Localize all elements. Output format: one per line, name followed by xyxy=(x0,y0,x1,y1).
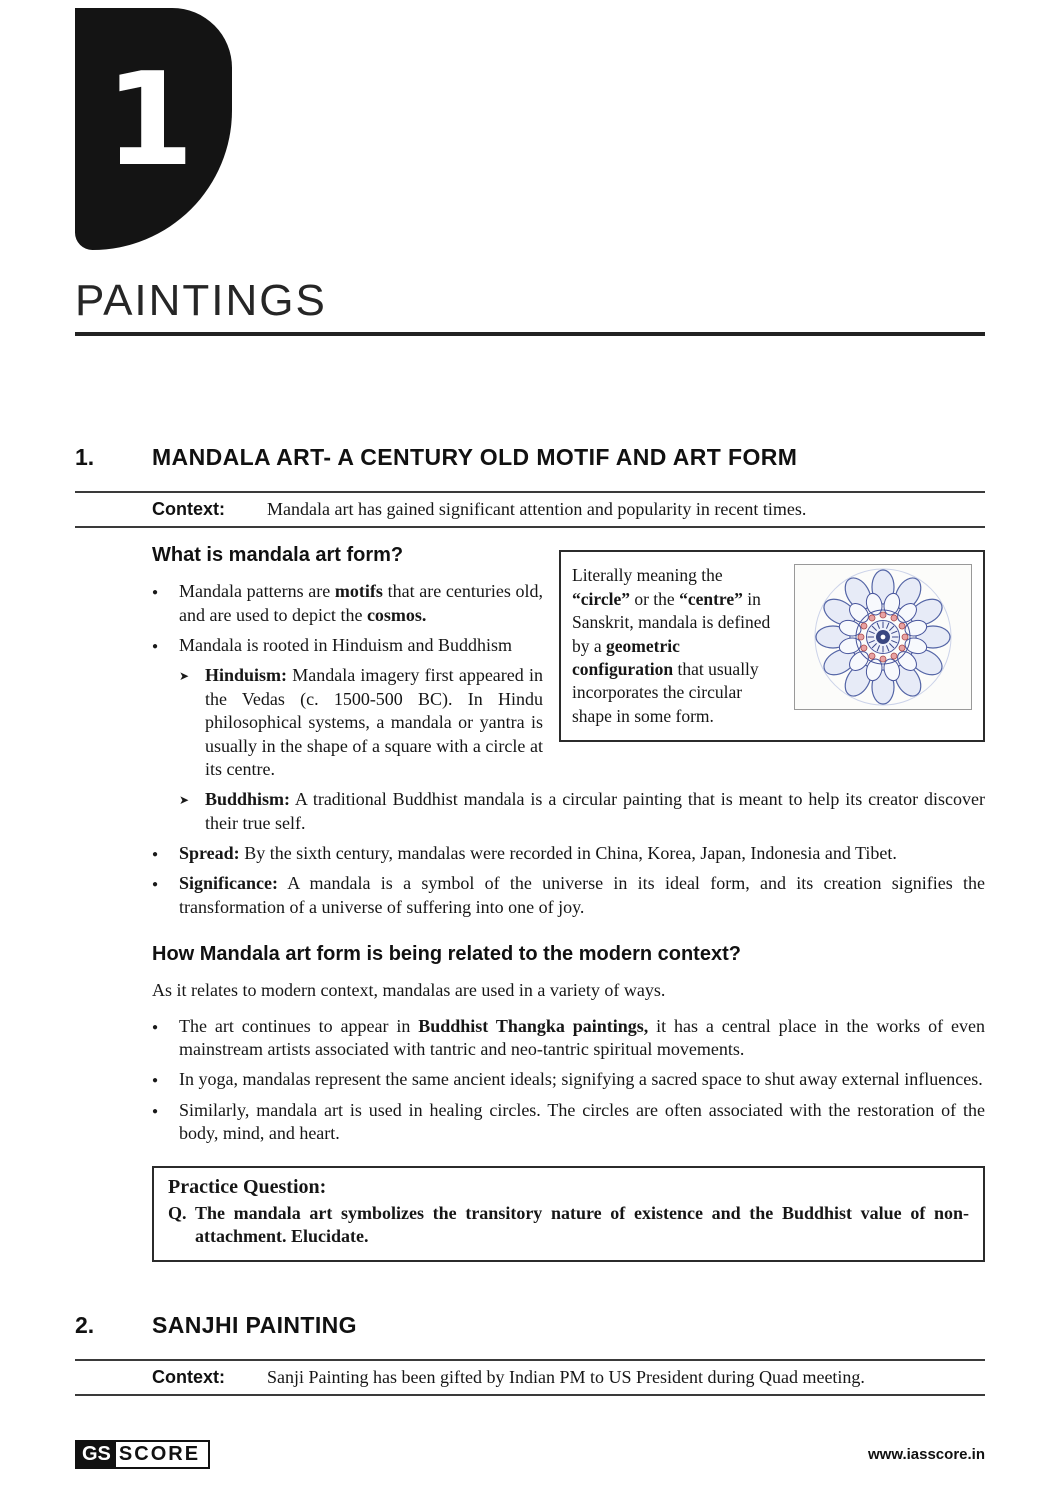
infobox-text: Literally meaning the “circle” or the “centre” in Sanskrit, mandala is defined by a geometric configuration that usually incorporates the circular shape in some form. xyxy=(572,565,771,726)
context-text: Mandala art has gained significant attention and popularity in recent times. xyxy=(267,499,807,520)
section1-title: MANDALA ART- A CENTURY OLD MOTIF AND ART FORM xyxy=(152,444,798,471)
section1-number: 1. xyxy=(75,444,95,471)
bullet-icon: ● xyxy=(152,879,159,891)
website-link[interactable]: www.iasscore.in xyxy=(868,1446,985,1463)
modern-context-intro: As it relates to modern context, mandalas are used in a variety of ways. xyxy=(152,980,666,1001)
arrow-bullet-icon: ➤ xyxy=(179,793,190,808)
logo-gs-block: GS xyxy=(77,1442,116,1467)
practice-question-title: Practice Question: xyxy=(168,1175,327,1198)
bullet-text: Hinduism: Mandala imagery first appeared in the Vedas (c. 1500-500 BC). In Hindu philosophical systems, a mandala or yantra is usually in the shape of a square with a circle at its centre. xyxy=(205,665,543,779)
bullet-text: In yoga, mandalas represent the same ancient ideals; signifying a sacred space to shut away external influences. xyxy=(179,1069,983,1090)
context-label: Context: xyxy=(152,1367,225,1388)
section1-heading xyxy=(75,444,985,471)
section2-number: 2. xyxy=(75,1312,95,1339)
bullet-item xyxy=(152,1015,985,1062)
bullet-icon: ● xyxy=(152,1105,159,1117)
section2-title: SANJHI PAINTING xyxy=(152,1312,357,1339)
context-label: Context: xyxy=(152,499,225,520)
practice-question-text xyxy=(168,1202,969,1249)
section1-context-bar xyxy=(75,491,985,528)
question-label: Q. xyxy=(168,1202,187,1223)
bullet-icon: ● xyxy=(152,849,159,861)
bullet-item xyxy=(152,1068,985,1091)
bullet-item xyxy=(152,872,985,919)
context-text: Sanji Painting has been gifted by Indian PM to US President during Quad meeting. xyxy=(267,1367,865,1388)
mandala-image xyxy=(795,565,971,709)
practice-question-box xyxy=(152,1166,985,1263)
page-footer xyxy=(75,1440,985,1469)
bullet-text: Mandala is rooted in Hinduism and Buddhism xyxy=(179,634,512,655)
bullet-icon: ● xyxy=(152,1075,159,1087)
section2-heading xyxy=(75,1312,985,1339)
bullet-text: Similarly, mandala art is used in healing circles. The circles are often associated with the restoration of the body, mind, and heart. xyxy=(179,1099,985,1144)
mandala-definition-infobox xyxy=(559,550,985,742)
bullet-text: The art continues to appear in Buddhist Thangka paintings, it has a central place in the works of even mainstream artists associated with tantric and neo-tantric spiritual movements. xyxy=(179,1015,985,1060)
bullet-text: Spread: By the sixth century, mandalas were recorded in China, Korea, Japan, Indonesia and Tibet. xyxy=(179,843,897,864)
section-mandala-art xyxy=(75,444,985,1262)
sub-bullet-item xyxy=(152,788,985,835)
chapter-number: 1 xyxy=(104,46,195,195)
question-body: The mandala art symbolizes the transitory nature of existence and the Buddhist value of non-attachment. Elucidate. xyxy=(195,1202,969,1246)
section1-content xyxy=(152,542,985,1262)
bullet-text: Buddhism: A traditional Buddhist mandala is a circular painting that is meant to help its creator discover their true self. xyxy=(205,789,985,833)
gsscore-logo xyxy=(75,1440,210,1469)
bullet-text: Significance: A mandala is a symbol of the universe in its ideal form, and its creation signifies the transformation of a universe of suffering into one of joy. xyxy=(179,873,985,917)
bullet-text: Mandala patterns are motifs that are centuries old, and are used to depict the cosmos. xyxy=(179,581,543,625)
bullet-icon: ● xyxy=(152,1021,159,1033)
bullet-item xyxy=(152,842,985,865)
modern-context-heading: How Mandala art form is being related to the modern context? xyxy=(152,943,741,966)
page-title: PAINTINGS xyxy=(75,276,327,325)
bullet-icon: ● xyxy=(152,587,159,599)
arrow-bullet-icon: ➤ xyxy=(179,669,190,684)
bullet-item xyxy=(152,1099,985,1146)
mandala-image-frame xyxy=(794,564,972,710)
what-is-mandala-heading: What is mandala art form? xyxy=(152,544,404,567)
section2-context-bar xyxy=(75,1359,985,1396)
logo-score-block: SCORE xyxy=(118,1443,201,1465)
bullet-icon: ● xyxy=(152,640,159,652)
section-sanjhi-painting xyxy=(75,1312,985,1396)
